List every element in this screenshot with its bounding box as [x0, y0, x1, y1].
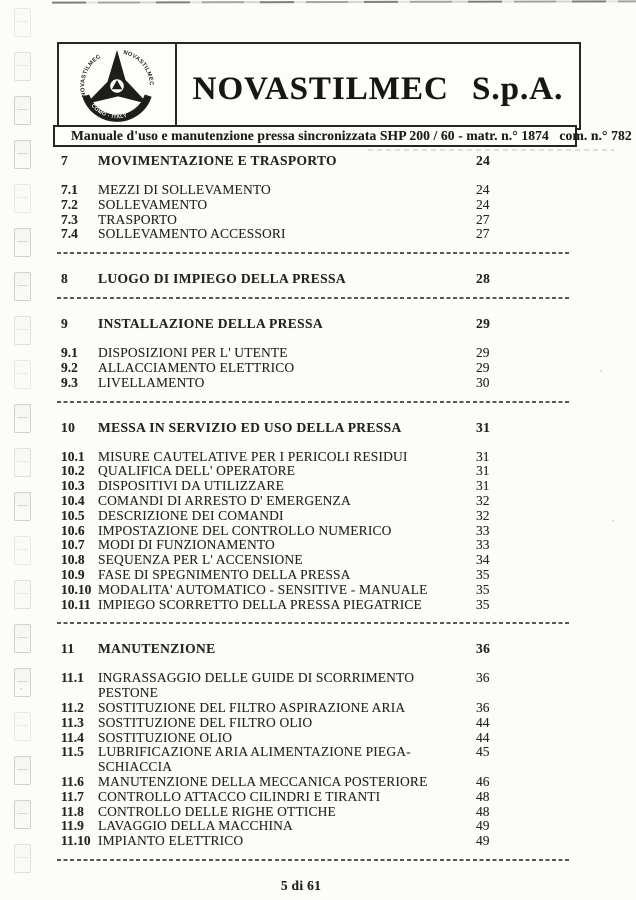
toc-item-page-number: 34 — [476, 552, 490, 568]
toc-item — [57, 361, 572, 376]
binder-hole-mark — [14, 96, 31, 125]
section-page-number: 31 — [476, 419, 491, 435]
toc-item — [57, 494, 572, 509]
toc-item-title: DISPOSIZIONI PER L' UTENTE — [98, 345, 288, 361]
toc-item — [57, 671, 572, 701]
binder-hole-mark — [14, 272, 31, 301]
toc-item-title: MANUTENZIONE DELLA MECCANICA POSTERIORE — [98, 773, 428, 789]
toc-item-page-number: 44 — [476, 714, 490, 730]
binder-hole-mark — [14, 844, 31, 873]
toc-item-title: SOSTITUZIONE DEL FILTRO OLIO — [98, 714, 313, 730]
toc-item — [57, 450, 572, 465]
toc-section-heading — [57, 420, 572, 436]
dashed-separator — [57, 622, 572, 624]
toc-section-heading — [57, 316, 572, 332]
logo-arc-text-bottom: COMO - ITALY — [89, 103, 128, 121]
section-title: MOVIMENTAZIONE E TRASPORTO — [98, 153, 337, 168]
section-page-number: 28 — [476, 271, 491, 287]
novastilmec-logo-icon — [70, 46, 164, 126]
binder-hole-mark — [14, 404, 31, 433]
toc-item-title: MODALITA' AUTOMATICO - SENSITIVE - MANUALE — [98, 581, 428, 597]
toc-item-title: MODI DI FUNZIONAMENTO — [98, 537, 275, 553]
toc-section — [57, 271, 572, 299]
binder-hole-mark — [14, 140, 31, 169]
toc-item-number: 11.2 — [61, 699, 84, 715]
binder-hole-mark — [14, 316, 31, 345]
toc-item-number: 7.1 — [61, 182, 78, 197]
section-page-number: 36 — [476, 641, 491, 657]
title-cell — [177, 44, 579, 128]
toc-item-page-number: 49 — [476, 833, 490, 849]
toc-item-number: 9.1 — [61, 345, 78, 361]
toc-item-number: 11.3 — [61, 714, 84, 730]
toc-item-number: 11.5 — [61, 744, 84, 760]
toc-item-page-number: 27 — [476, 211, 490, 227]
toc-section-items — [57, 346, 572, 390]
binder-hole-mark — [14, 228, 31, 257]
toc-item — [57, 805, 572, 820]
toc-item-title: MISURE CAUTELATIVE PER I PERICOLI RESIDUI — [98, 448, 408, 464]
toc-item-page-number: 36 — [476, 699, 490, 715]
toc-item — [57, 538, 572, 553]
section-page-number: 29 — [476, 316, 491, 332]
toc-item-number: 10.3 — [61, 478, 85, 494]
toc-item-title: IMPIEGO SCORRETTO DELLA PRESSA PIEGATRICE — [98, 596, 422, 612]
dashed-separator — [57, 297, 572, 299]
toc-item-number: 10.1 — [61, 448, 85, 464]
section-number: 7 — [61, 153, 69, 168]
scan-speck — [600, 370, 602, 372]
toc-item-title: SOSTITUZIONE OLIO — [98, 729, 233, 745]
svg-text:COMO - ITALY — [90, 103, 128, 120]
toc-item-number: 10.11 — [61, 596, 91, 612]
toc-item-title: DISPOSITIVI DA UTILIZZARE — [98, 478, 284, 494]
toc-item-number: 7.2 — [61, 196, 78, 212]
section-title: MESSA IN SERVIZIO ED USO DELLA PRESSA — [98, 419, 402, 435]
company-name: NOVASTILMEC S.p.A. — [192, 71, 564, 107]
header-box — [57, 42, 581, 130]
toc-item-page-number: 32 — [476, 507, 490, 523]
scan-ghost-streak — [368, 149, 614, 151]
toc-item — [57, 524, 572, 539]
toc-item-title: COMANDI DI ARRESTO D' EMERGENZA — [98, 492, 351, 508]
binder-hole-mark — [14, 52, 31, 81]
binder-hole-mark — [14, 360, 31, 389]
section-number: 8 — [61, 271, 69, 287]
toc-item — [57, 716, 572, 731]
toc-item-title: LAVAGGIO DELLA MACCHINA — [98, 818, 293, 834]
toc-item-number: 9.2 — [61, 359, 78, 375]
section-number: 11 — [61, 641, 75, 657]
toc-item-page-number: 45 — [476, 744, 490, 760]
svg-text:NOVASTILMEC — [123, 50, 154, 86]
toc-item-number: 7.4 — [61, 226, 78, 242]
toc-item — [57, 819, 572, 834]
toc-item-number: 10.6 — [61, 522, 85, 538]
toc-item-page-number: 30 — [476, 374, 490, 390]
toc-item — [57, 834, 572, 849]
toc-section — [57, 153, 572, 254]
toc-item-page-number: 27 — [476, 226, 490, 242]
toc-section — [57, 641, 572, 861]
toc-item — [57, 509, 572, 524]
toc — [57, 153, 572, 894]
dashed-separator — [57, 401, 572, 403]
toc-item-number: 10.7 — [61, 537, 85, 553]
toc-item — [57, 227, 572, 242]
toc-item — [57, 198, 572, 213]
toc-item-page-number: 46 — [476, 773, 490, 789]
section-number: 9 — [61, 316, 69, 332]
toc-item — [57, 376, 572, 391]
toc-item-number: 9.3 — [61, 374, 78, 390]
toc-item-title: INGRASSAGGIO DELLE GUIDE DI SCORRIMENTO PESTONE — [98, 670, 415, 701]
section-title: INSTALLAZIONE DELLA PRESSA — [98, 316, 323, 332]
toc-item-number: 10.10 — [61, 581, 92, 597]
toc-item-number: 10.5 — [61, 507, 85, 523]
toc-item-page-number: 33 — [476, 522, 490, 538]
toc-item — [57, 598, 572, 613]
toc-item-page-number: 36 — [476, 670, 490, 686]
toc-item — [57, 583, 572, 598]
toc-item-title: SOSTITUZIONE DEL FILTRO ASPIRAZIONE ARIA — [98, 699, 406, 715]
toc-section-items — [57, 183, 572, 242]
binder-hole-mark — [14, 756, 31, 785]
toc-section-items — [57, 450, 572, 613]
toc-item-number: 10.9 — [61, 566, 85, 582]
binder-hole-mark — [14, 668, 31, 697]
toc-item-title: CONTROLLO ATTACCO CILINDRI E TIRANTI — [98, 788, 381, 804]
scan-top-edge-artifact — [52, 0, 636, 3]
toc-item-number: 10.4 — [61, 492, 85, 508]
toc-item-number: 11.9 — [61, 818, 84, 834]
toc-item-title: IMPIANTO ELETTRICO — [98, 833, 244, 849]
scan-speck — [612, 520, 614, 522]
toc-section-heading — [57, 271, 572, 287]
toc-item-title: TRASPORTO — [98, 211, 178, 227]
toc-item-title: MEZZI DI SOLLEVAMENTO — [98, 182, 271, 197]
toc-item — [57, 464, 572, 479]
binder-hole-mark — [14, 624, 31, 653]
binder-hole-mark — [14, 712, 31, 741]
dashed-separator — [57, 252, 572, 254]
section-number: 10 — [61, 419, 76, 435]
toc-item-title: DESCRIZIONE DEI COMANDI — [98, 507, 284, 523]
toc-item-number: 10.2 — [61, 463, 85, 479]
toc-section — [57, 316, 572, 402]
toc-item-title: SEQUENZA PER L' ACCENSIONE — [98, 552, 303, 568]
dashed-separator — [57, 859, 572, 861]
toc-item — [57, 183, 572, 198]
toc-item-page-number: 48 — [476, 803, 490, 819]
toc-item-page-number: 48 — [476, 788, 490, 804]
toc-item-number: 7.3 — [61, 211, 78, 227]
toc-item — [57, 731, 572, 746]
toc-item — [57, 790, 572, 805]
toc-item-page-number: 31 — [476, 448, 490, 464]
toc-item — [57, 701, 572, 716]
toc-section-heading — [57, 641, 572, 657]
toc-item-number: 11.6 — [61, 773, 84, 789]
binder-hole-mark — [14, 800, 31, 829]
toc-section-items — [57, 671, 572, 849]
toc-section — [57, 420, 572, 625]
toc-item-title: SOLLEVAMENTO — [98, 196, 208, 212]
toc-item-page-number: 33 — [476, 537, 490, 553]
toc-item-page-number: 35 — [476, 596, 490, 612]
toc-item — [57, 745, 572, 775]
toc-item-page-number: 35 — [476, 581, 490, 597]
section-title: MANUTENZIONE — [98, 641, 216, 657]
binder-hole-mark — [14, 536, 31, 565]
binder-hole-mark — [14, 448, 31, 477]
binder-hole-mark — [14, 580, 31, 609]
toc-item-title: SOLLEVAMENTO ACCESSORI — [98, 226, 286, 242]
toc-item-title: FASE DI SPEGNIMENTO DELLA PRESSA — [98, 566, 351, 582]
toc-item-page-number: 24 — [476, 182, 490, 197]
toc-item-page-number: 49 — [476, 818, 490, 834]
toc-item-page-number: 29 — [476, 359, 490, 375]
toc-item-number: 11.4 — [61, 729, 84, 745]
toc-item-page-number: 44 — [476, 729, 490, 745]
binder-hole-mark — [14, 492, 31, 521]
toc-item-number: 11.7 — [61, 788, 84, 804]
toc-item-number: 11.8 — [61, 803, 84, 819]
toc-item-title: QUALIFICA DELL' OPERATORE — [98, 463, 296, 479]
toc-item — [57, 568, 572, 583]
toc-item-page-number: 31 — [476, 478, 490, 494]
binder-hole-mark — [14, 184, 31, 213]
toc-item — [57, 553, 572, 568]
toc-item-page-number: 35 — [476, 566, 490, 582]
toc-section-heading — [57, 153, 572, 169]
toc-item-page-number: 29 — [476, 345, 490, 361]
toc-item-number: 11.1 — [61, 670, 84, 686]
toc-item — [57, 346, 572, 361]
binder-hole-mark — [14, 8, 31, 37]
toc-item-title: LUBRIFICAZIONE ARIA ALIMENTAZIONE PIEGA-SCHIACCIA — [98, 744, 411, 775]
toc-item-title: CONTROLLO DELLE RIGHE OTTICHE — [98, 803, 336, 819]
toc-item-number: 11.10 — [61, 833, 91, 849]
toc-item — [57, 213, 572, 228]
logo-arc-text-right: NOVASTILMEC — [122, 49, 154, 87]
toc-item — [57, 775, 572, 790]
section-page-number: 24 — [476, 153, 491, 168]
toc-item-title: LIVELLAMENTO — [98, 374, 205, 390]
logo-cell — [59, 44, 177, 128]
section-title: LUOGO DI IMPIEGO DELLA PRESSA — [98, 271, 346, 287]
logo-arc-text-left: NOVASTILMEC — [80, 53, 103, 98]
toc-item — [57, 479, 572, 494]
toc-item-title: IMPOSTAZIONE DEL CONTROLLO NUMERICO — [98, 522, 392, 538]
toc-item-title: ALLACCIAMENTO ELETTRICO — [98, 359, 295, 375]
toc-item-page-number: 24 — [476, 196, 490, 212]
manual-subtitle: Manuale d'uso e manutenzione pressa sincronizzata SHP 200 / 60 - matr. n.° 1874 com. n.° 782 — [71, 128, 632, 143]
toc-item-page-number: 31 — [476, 463, 490, 479]
toc-item-number: 10.8 — [61, 552, 85, 568]
toc-item-page-number: 32 — [476, 492, 490, 508]
page-number-indicator: 5 di 61 — [280, 877, 322, 893]
manual-subtitle-bar — [53, 125, 632, 147]
